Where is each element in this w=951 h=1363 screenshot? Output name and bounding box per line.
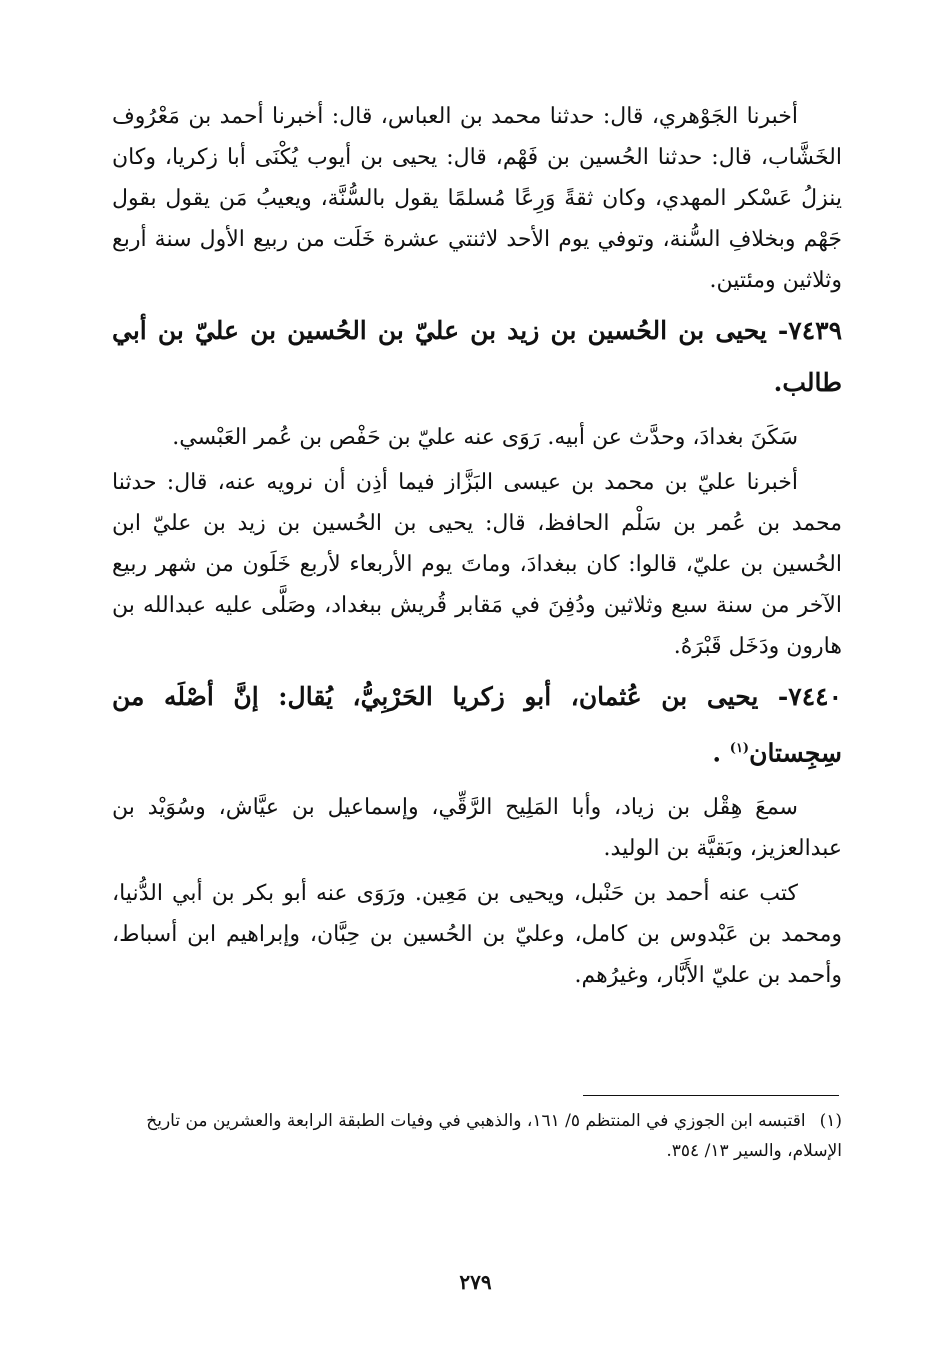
paragraph: كتب عنه أحمد بن حَنْبل، ويحيى بن مَعِين. ورَوَى عنه أبو بكر بن أبي الدُّنيا، ومحمد بن عَبْدوس بن كامل، وعليّ بن الحُسين بن حِبَّان، وإبراهيم ابن أسباط، وأحمد بن عليّ الأَبَّار، وغيرُهم.	[112, 881, 842, 989]
paragraph: سمعَ هِقْل بن زياد، وأبا المَلِيح الرَّقِّي، وإسماعيل بن عيَّاش، وسُوَيْد بن عبدالعزيز، وبَقيَّة بن الوليد.	[112, 795, 842, 862]
page-number: ٢٧٩	[459, 1270, 492, 1294]
paragraph: أخبرنا عليّ بن محمد بن عيسى البَزَّاز فيما أذِن أن نرويه عنه، قال: حدثنا محمد بن عُمر بن سَلْم الحافظ، قال: يحيى بن الحُسين بن زيد بن عليّ ابن الحُسين بن عليّ، قالوا: كان ببغدادَ، وماتَ يوم الأربعاء لأربع خَلَون من شهر ربيع الآخر من سنة سبع وثلاثين ودُفِنَ في مَقابر قُريش ببغداد، وصَلَّى عليه عبدالله بن هارون ودَخَل قَبْرَهُ.	[112, 470, 842, 659]
entry-heading-text: ٧٤٣٩- يحيى بن الحُسين بن زيد بن عليّ بن الحُسين بن عليّ بن أبي طالب.	[112, 316, 842, 397]
entry-heading-text: ٧٤٤٠- يحيى بن عُثمان، أبو زكريا الحَرْبِيُّ، يُقال: إنَّ أصْلَه من سِجِستان	[112, 682, 842, 768]
footnote-mark: (١)	[819, 1111, 842, 1131]
footnote-text: اقتبسه ابن الجوزي في المنتظم ٥/ ١٦١، والذهبي في وفيات الطبقة الرابعة والعشرين من تاريخ الإسلام، والسير ١٣/ ٣٥٤.	[146, 1111, 842, 1161]
footnote-divider	[583, 1095, 839, 1096]
footnote-reference: (١)	[729, 741, 750, 756]
page-body	[112, 96, 842, 1000]
entry-heading	[112, 671, 842, 779]
entry-heading-tail: .	[712, 738, 730, 768]
paragraph: سَكَنَ بغدادَ، وحدَّث عن أبيه. رَوَى عنه عليّ بن حَفْص بن عُمر العَبْسي.	[172, 425, 798, 450]
footnote	[112, 1106, 842, 1166]
entry-heading	[112, 305, 842, 409]
paragraph: أخبرنا الجَوْهري، قال: حدثنا محمد بن العباس، قال: أخبرنا أحمد بن مَعْرُوف الخَشَّاب، قال: حدثنا الحُسين بن فَهْم، قال: يحيى بن أيوب يُكْنَى أبا زكريا، وكان ينزلُ عَسْكر المهدي، وكان ثقةً وَرِعًا مُسلمًا يقول بالسُّنَّة، ويعيبُ مَن يقول بقول جَهْم وبخلافِ السُّنة، وتوفي يوم الأحد لاثنتي عشرة خَلَت من ربيع الأول سنة أربع وثلاثين ومئتين.	[112, 104, 842, 293]
